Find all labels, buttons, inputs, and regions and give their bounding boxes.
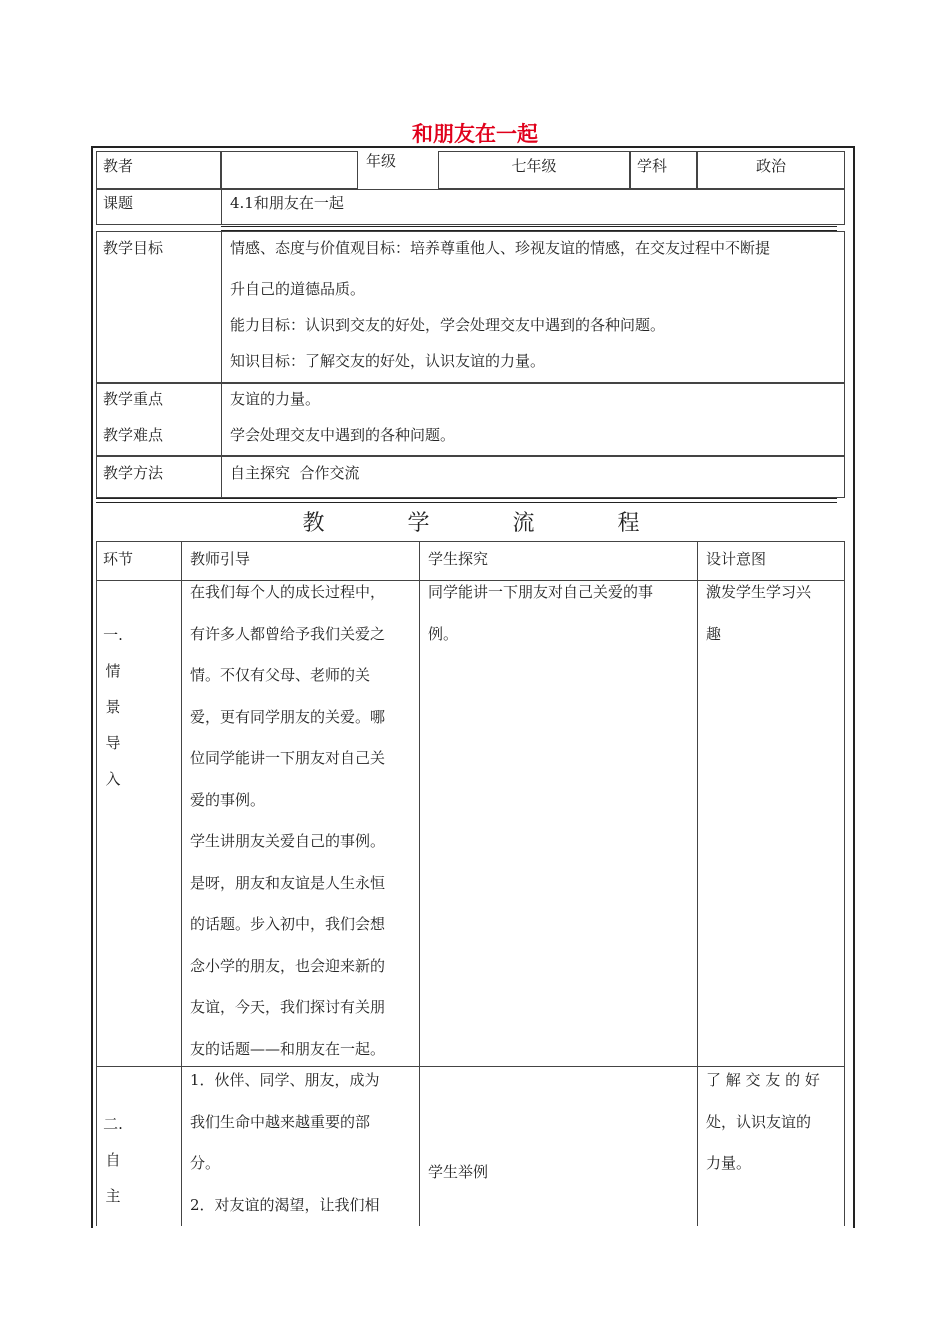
line: 位同学能讲一下朋友对自己关: [190, 749, 386, 767]
line: 2．对友谊的渴望，让我们相: [190, 1195, 380, 1214]
subject-label: 学科: [637, 157, 668, 175]
topic-value: 4.1和朋友在一起: [230, 194, 344, 212]
line: 友谊，今天，我们探讨有关朋: [190, 998, 386, 1016]
stage-2: [98, 1106, 128, 1214]
line: 激发学生学习兴: [706, 583, 812, 601]
key-label: 教学重点: [103, 390, 164, 408]
grade-label: 年级: [366, 152, 397, 170]
line: 1．伙伴、同学、朋友，成为: [190, 1071, 380, 1089]
line: 在我们每个人的成长过程中，: [190, 583, 386, 601]
stage-char: 入: [105, 770, 121, 788]
stage-char: 主: [105, 1187, 121, 1205]
key-divider: [221, 383, 222, 456]
teacher-guide-1: [190, 572, 385, 1070]
flow-heading-char: 学: [407, 511, 430, 536]
stage-char: 自: [105, 1151, 121, 1169]
design-intent-2: [706, 1060, 820, 1185]
stage-char: 一.: [103, 626, 123, 644]
line: 同学能讲一下朋友对自己关爱的事: [428, 583, 654, 601]
header-teacher: 教师引导: [190, 550, 251, 568]
line: 分。: [190, 1154, 221, 1172]
line: 趣: [706, 624, 722, 643]
topic-label: 课题: [103, 194, 134, 212]
student-explore-1: [428, 572, 653, 655]
stage-char: 情: [105, 662, 121, 680]
flow-heading-char: 流: [512, 511, 535, 536]
line: 友的话题——和朋友在一起。: [190, 1039, 386, 1058]
teacher-label: 教者: [103, 157, 134, 175]
flow-heading: [91, 506, 851, 537]
line: 例。: [428, 624, 459, 643]
goals-line-4: 知识目标：了解交友的好处，认识友谊的力量。: [230, 352, 546, 370]
design-intent-1: [706, 572, 811, 655]
key-row: [96, 383, 845, 456]
flow-heading-char: 程: [617, 511, 640, 536]
flow-heading-char: 教: [302, 511, 325, 536]
goals-divider: [221, 231, 222, 383]
stage-1: [98, 617, 128, 797]
line: 我们生命中越来越重要的部: [190, 1112, 371, 1131]
line: 情。不仅有父母、老师的关: [190, 666, 371, 684]
line: 念小学的朋友，也会迎来新的: [190, 956, 386, 975]
goals-label: 教学目标: [103, 239, 164, 257]
line: 有许多人都曾给予我们关爱之: [190, 624, 386, 643]
line: 处，认识友谊的: [706, 1112, 812, 1131]
page-title: 和朋友在一起: [412, 122, 538, 146]
difficult-value: 学会处理交友中遇到的各种问题。: [230, 426, 456, 444]
header-intent: 设计意图: [706, 550, 767, 568]
difficult-label: 教学难点: [103, 426, 164, 444]
flow-col-3: [697, 541, 698, 1226]
topic-divider: [221, 189, 222, 225]
subject-value: 政治: [755, 157, 786, 175]
header-stage: 环节: [103, 550, 134, 568]
line: 了 解 交 友 的 好: [706, 1071, 820, 1089]
goals-line-1: 情感、态度与价值观目标：培养尊重他人、珍视友谊的情感，在交友过程中不断提: [230, 239, 771, 257]
key-value: 友谊的力量。: [230, 390, 321, 408]
stage-char: 景: [105, 698, 121, 716]
method-label: 教学方法: [103, 464, 164, 482]
student-explore-2: 学生举例: [428, 1163, 489, 1181]
line: 爱，更有同学朋友的关爱。哪: [190, 707, 386, 726]
method-row: [96, 456, 845, 498]
stage-char: 二.: [103, 1115, 123, 1133]
header-student: 学生探究: [428, 550, 489, 568]
goals-line-3: 能力目标：认识到交友的好处，学会处理交友中遇到的各种问题。: [230, 316, 666, 334]
topic-row: [96, 189, 845, 225]
line: 力量。: [706, 1154, 752, 1172]
teacher-guide-2: [190, 1060, 380, 1226]
line: 是呀，朋友和友谊是人生永恒: [190, 873, 386, 892]
double-rule-2: [96, 498, 837, 503]
line: 的话题。步入初中，我们会想: [190, 915, 386, 933]
goals-line-2: 升自己的道德品质。: [230, 280, 366, 298]
method-divider: [221, 456, 222, 498]
stage-char: 导: [105, 734, 121, 752]
line: 爱的事例。: [190, 790, 266, 809]
flow-col-1: [181, 541, 182, 1226]
line: 学生讲朋友关爱自己的事例。: [190, 832, 386, 850]
teacher-value-cell: [221, 151, 358, 189]
method-value: 自主探究 合作交流: [230, 464, 360, 482]
grade-value: 七年级: [511, 157, 557, 175]
flow-col-2: [419, 541, 420, 1226]
